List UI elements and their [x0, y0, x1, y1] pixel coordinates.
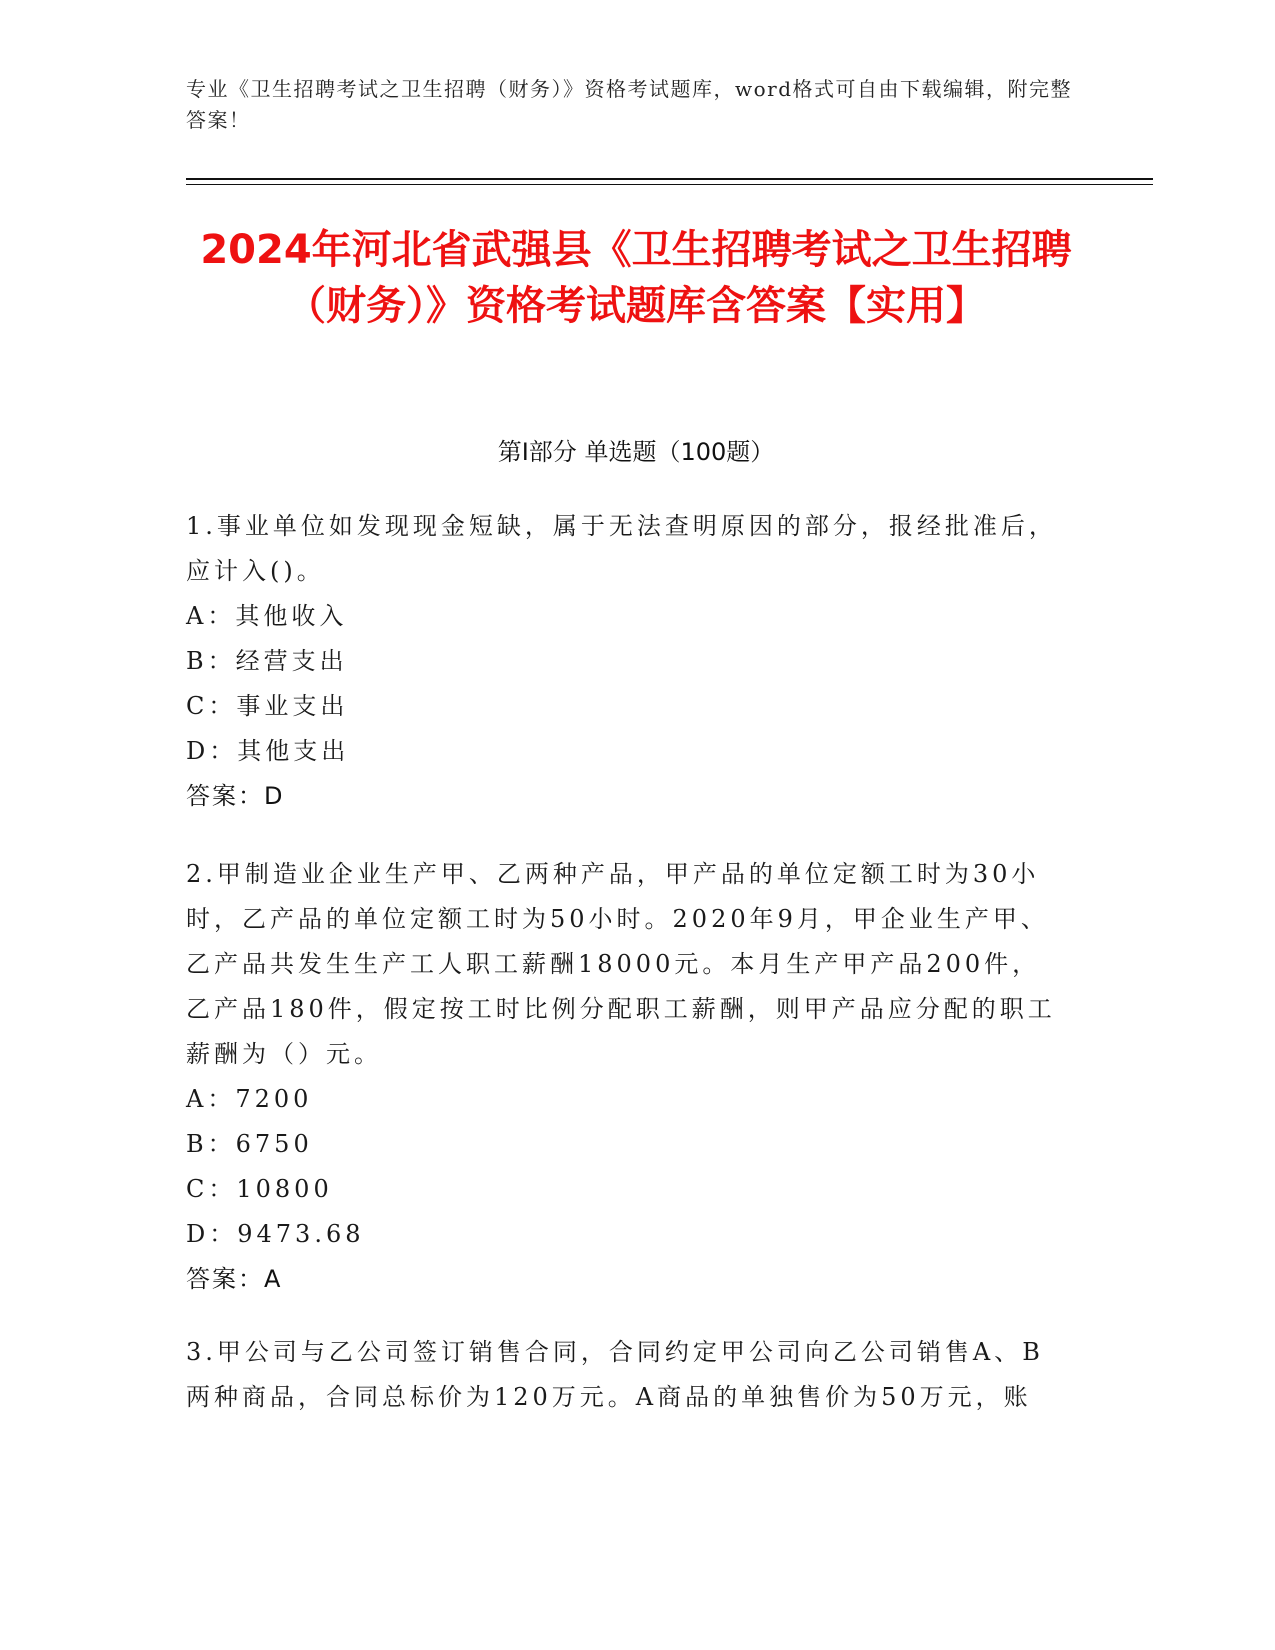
option-text: 6750	[235, 1130, 313, 1158]
option-key: A：	[186, 1085, 236, 1113]
option-key: D：	[186, 737, 238, 765]
option-d	[186, 729, 1066, 774]
option-b	[186, 639, 1066, 684]
section-title: 第Ⅰ部分 单选题（100题）	[497, 438, 775, 466]
header-rule-thin	[186, 184, 1153, 185]
question-2	[186, 852, 1066, 1302]
option-key: D：	[186, 1220, 238, 1248]
option-c	[186, 1167, 1066, 1212]
option-key: C：	[186, 1175, 237, 1203]
option-a	[186, 1077, 1066, 1122]
option-text: 7200	[235, 1085, 313, 1113]
question-stem: 2.甲制造业企业生产甲、乙两种产品，甲产品的单位定额工时为30小时，乙产品的单位定额工时为50小时。2020年9月，甲企业生产甲、乙产品共发生生产工人职工薪酬18000元。本月生产甲产品200件，乙产品180件，假定按工时比例分配职工薪酬，则甲产品应分配的职工薪酬为（）元。	[186, 860, 1056, 1068]
option-a	[186, 594, 1066, 639]
option-text: 10800	[236, 1175, 333, 1203]
option-text: 9473.68	[237, 1220, 365, 1248]
option-key: A：	[186, 602, 236, 630]
option-text: 其他收入	[235, 602, 348, 630]
answer: 答案：A	[186, 1265, 283, 1293]
option-text: 经营支出	[235, 647, 348, 675]
answer: 答案：D	[186, 782, 285, 810]
question-3	[186, 1330, 1066, 1420]
header-note: 专业《卫生招聘考试之卫生招聘（财务）》资格考试题库，word格式可自由下载编辑，附完整答案！	[186, 77, 1073, 132]
option-d	[186, 1212, 1066, 1257]
option-c	[186, 684, 1066, 729]
question-stem: 1.事业单位如发现现金短缺，属于无法查明原因的部分，报经批准后，应计入()。	[186, 512, 1057, 585]
option-key: B：	[186, 1130, 236, 1158]
question-stem: 3.甲公司与乙公司签订销售合同，合同约定甲公司向乙公司销售A、B两种商品，合同总标价为120万元。A商品的单独售价为50万元，账	[186, 1338, 1044, 1411]
option-key: C：	[186, 692, 237, 720]
document-title: 2024年河北省武强县《卫生招聘考试之卫生招聘（财务）》资格考试题库含答案【实用】	[200, 227, 1072, 329]
option-b	[186, 1122, 1066, 1167]
header-rule-thick	[186, 178, 1153, 180]
question-1	[186, 504, 1066, 819]
option-text: 事业支出	[236, 692, 349, 720]
option-key: B：	[186, 647, 236, 675]
option-text: 其他支出	[237, 737, 350, 765]
